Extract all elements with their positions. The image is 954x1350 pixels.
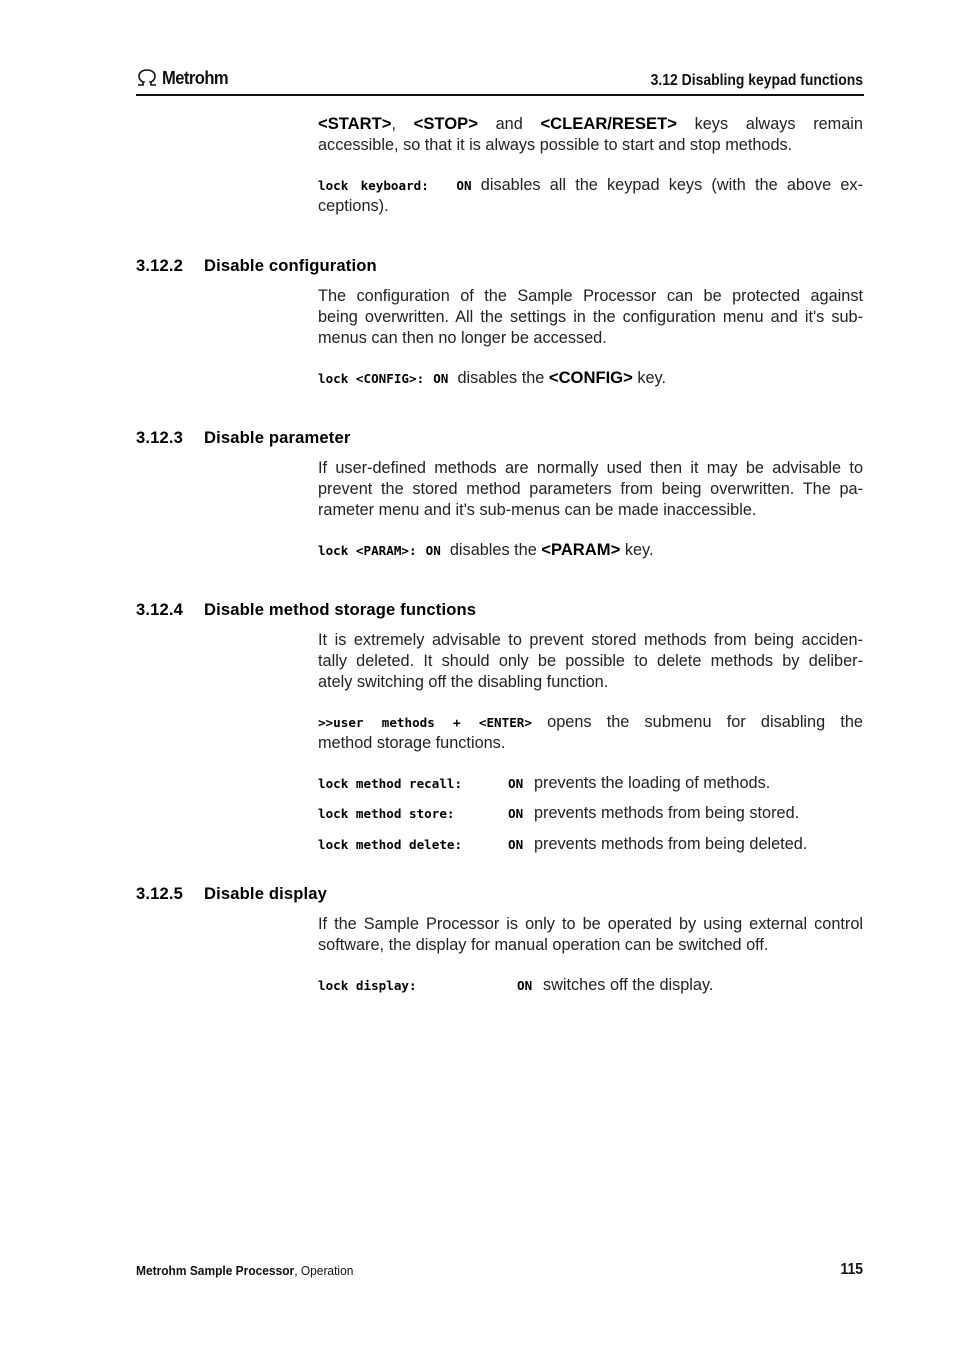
user-methods-desc: opens the submenu for disabling the: [547, 713, 863, 731]
config-line-1: The configuration of the Sample Processor can be protected against: [318, 287, 863, 305]
lock-method-store-desc: prevents methods from being stored.: [534, 804, 800, 822]
header-rule: [136, 94, 864, 96]
lock-method-recall-desc: prevents the loading of methods.: [534, 774, 771, 792]
section-title: Disable configuration: [204, 256, 377, 275]
lock-method-recall-on: ON: [508, 776, 524, 791]
user-methods-desc-cont: method storage functions.: [318, 734, 506, 752]
key-param: <PARAM>: [541, 540, 621, 559]
footer-suffix: , Operation: [294, 1263, 354, 1278]
parameter-line-2: prevent the stored method parameters from being overwritten. The pa-: [318, 480, 863, 498]
lock-config-entry: [318, 367, 666, 389]
lock-display-entry: [318, 975, 863, 996]
running-header-title: 3.12 Disabling keypad functions: [650, 72, 863, 89]
lock-method-delete-entry: [318, 834, 863, 855]
lock-method-delete-on: ON: [508, 837, 524, 852]
separator: ,: [391, 115, 414, 133]
display-line-1: If the Sample Processor is only to be operated by using external control: [318, 915, 863, 933]
lock-method-delete-desc: prevents methods from being deleted.: [534, 835, 808, 853]
intro-paragraph: [318, 113, 863, 156]
section-title: Disable method storage functions: [204, 600, 477, 619]
lock-method-recall-entry: [318, 773, 863, 794]
lock-config-code: lock <CONFIG>:: [318, 371, 425, 386]
lock-config-desc-post: key.: [632, 369, 666, 387]
lock-display-on: ON: [517, 978, 533, 993]
intro-line-2: accessible, so that it is always possible to start and stop methods.: [318, 136, 793, 154]
parameter-paragraph: [318, 458, 863, 521]
lock-display-desc: switches off the display.: [543, 976, 714, 994]
lock-method-store-entry: [318, 803, 863, 824]
intro-line-1-tail: keys always remain: [676, 115, 863, 133]
lock-keyboard-line-1: [318, 175, 863, 196]
parameter-line-1: If user-defined methods are normally used then it may be advisable to: [318, 459, 863, 477]
conjunction: and: [477, 115, 541, 133]
section-title: Disable display: [204, 884, 328, 903]
lock-method-store-on: ON: [508, 806, 524, 821]
method-storage-line-1: It is extremely advisable to prevent stored methods from being acciden-: [318, 631, 863, 649]
lock-keyboard-desc-cont: ceptions).: [318, 197, 389, 215]
lock-display-code: lock display:: [318, 978, 417, 993]
section-number: 3.12.4: [136, 600, 184, 619]
lock-config-on: ON: [433, 371, 449, 386]
lock-method-recall-code: lock method recall:: [318, 776, 463, 791]
section-number: 3.12.2: [136, 256, 184, 275]
section-title: Disable parameter: [204, 428, 351, 447]
section-number: 3.12.3: [136, 428, 184, 447]
lock-keyboard-entry: [318, 175, 863, 217]
section-heading-disable-method-storage: [136, 600, 476, 620]
method-storage-paragraph: [318, 630, 863, 693]
intro-line-1: [318, 113, 863, 135]
lock-param-code: lock <PARAM>:: [318, 543, 417, 558]
user-methods-entry: [318, 712, 863, 754]
footer-product: [136, 1263, 353, 1278]
lock-param-desc-post: key.: [620, 541, 654, 559]
key-config: <CONFIG>: [548, 368, 633, 387]
logo-text: Metrohm: [162, 67, 229, 88]
method-storage-line-3: ately switching off the disabling function.: [318, 673, 609, 691]
config-line-2: being overwritten. All the settings in the configuration menu and it's sub-: [318, 308, 863, 326]
config-paragraph: [318, 286, 863, 349]
lock-param-desc-pre: disables the: [449, 541, 542, 559]
parameter-line-3: rameter menu and it's sub-menus can be made inaccessible.: [318, 501, 757, 519]
lock-config-desc-pre: disables the: [457, 369, 549, 387]
lock-keyboard-code: lock keyboard:: [318, 178, 429, 193]
lock-keyboard-on: ON: [456, 178, 472, 193]
metrohm-logo: [136, 66, 234, 90]
method-storage-line-2: tally deleted. It should only be possible to delete methods by deliber-: [318, 652, 863, 670]
display-line-2: software, the display for manual operation can be switched off.: [318, 936, 769, 954]
user-methods-line-1: [318, 712, 863, 733]
footer-product-name: Metrohm Sample Processor: [136, 1263, 295, 1278]
section-number: 3.12.5: [136, 884, 184, 903]
lock-param-entry: [318, 539, 653, 561]
lock-param-on: ON: [425, 543, 441, 558]
config-line-3: menus can then no longer be accessed.: [318, 329, 607, 347]
section-heading-disable-configuration: [136, 256, 377, 276]
lock-keyboard-desc: disables all the keypad keys (with the above ex-: [480, 176, 863, 194]
section-heading-disable-parameter: [136, 428, 350, 448]
display-paragraph: [318, 914, 863, 956]
lock-method-store-code: lock method store:: [318, 806, 455, 821]
key-stop: <STOP>: [413, 114, 478, 133]
page-number: 115: [840, 1261, 863, 1278]
key-clear-reset: <CLEAR/RESET>: [540, 114, 677, 133]
key-start: <START>: [318, 114, 392, 133]
user-methods-code: >>user methods + <ENTER>: [318, 715, 532, 730]
omega-logo-icon: [136, 69, 158, 87]
section-heading-disable-display: [136, 884, 327, 904]
lock-method-delete-code: lock method delete:: [318, 837, 463, 852]
